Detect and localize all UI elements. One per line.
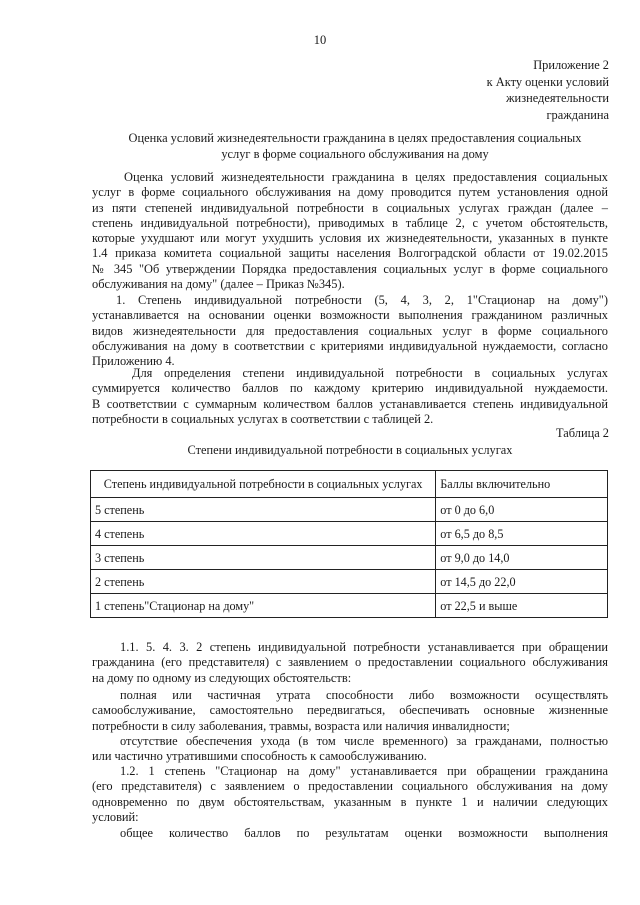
text-line: 1.2. 1 степень "Стационар на дому" устанавливается при обращении гражданина (120, 764, 608, 778)
table-row (91, 546, 608, 570)
text-line: степень индивидуальной потребности), приводимых в таблице 2, с учетом обстоятельств, (92, 215, 608, 230)
table-cell: от 22,5 и выше (436, 594, 608, 618)
table-cell: от 0 до 6,0 (436, 498, 608, 522)
text-line: из пяти степеней индивидуальной потребности в социальных услугах граждан (далее – (92, 200, 608, 215)
table-cell: от 9,0 до 14,0 (436, 546, 608, 570)
table-row (91, 522, 608, 546)
point-1-paragraph (92, 293, 608, 369)
point-1-1-paragraph (92, 640, 608, 686)
appendix-line: к Акту оценки условий (486, 74, 609, 89)
text-line: № 345 "Об утверждении Порядка предоставления социальных услуг в форме социального (92, 261, 608, 276)
text-line: или частично утратившими способность к самообслуживанию. (92, 749, 427, 764)
appendix-line: Приложение 2 (533, 58, 609, 72)
table-cell: от 6,5 до 8,5 (436, 522, 608, 546)
loss-of-ability-paragraph (92, 688, 608, 734)
appendix-line: жизнедеятельности (506, 91, 609, 105)
table-caption: Таблица 2 (556, 426, 609, 440)
table-cell: 3 степень (91, 546, 436, 570)
text-line: 1.4 приказа комитета социальной защиты населения Волгоградской области от 19.02.2015 (92, 246, 608, 261)
text-line: Приложению 4. (92, 354, 175, 369)
title-line: Оценка условий жизнедеятельности гражданина в целях предоставления социальных (128, 131, 582, 145)
text-line: В соответствии с суммарным количеством баллов устанавливается степень индивидуальной (92, 396, 608, 411)
text-line: обслуживания на дому в соответствии с критериями индивидуальной нуждаемости, согласно (92, 338, 608, 353)
text-line: гражданина (его представителя) с заявлением о предоставлении социального обслуживания (92, 655, 608, 670)
table-row (91, 498, 608, 522)
score-total-paragraph (92, 826, 608, 841)
text-line: видов жизнедеятельности для предоставления социальных услуг в форме социального (92, 323, 608, 338)
text-line: самообслуживание, самостоятельно передвигаться, обеспечивать основные жизненные (92, 703, 608, 718)
text-line: 1.1. 5. 4. 3. 2 степень индивидуальной потребности устанавливается при обращении (120, 640, 608, 654)
text-line: услуг в форме социального обслуживания на дому проводится путем установления одной (92, 185, 608, 200)
text-line: Оценка условий жизнедеятельности гражданина в целях предоставления социальных (124, 170, 608, 184)
document-title (110, 130, 600, 162)
table-cell: 2 степень (91, 570, 436, 594)
table-cell: 4 степень (91, 522, 436, 546)
text-line: на дому по одному из следующих обстоятельств: (92, 670, 352, 685)
needs-table (90, 470, 608, 618)
appendix-header (487, 57, 609, 123)
text-line: обслуживания на дому" (далее – Приказ №345). (92, 277, 345, 292)
text-line: устанавливается на основании оценки возможности выполнения гражданином различных (92, 308, 608, 323)
text-line: общее количество баллов по результатам оценки возможности выполнения (120, 826, 608, 840)
table-header-cell: Баллы включительно (436, 471, 608, 498)
text-line: суммируется количество баллов по каждому критерию индивидуальной нуждаемости. (92, 381, 608, 396)
care-absence-paragraph (92, 734, 608, 765)
text-line: полная или частичная утрата способности либо возможности осуществлять (120, 688, 608, 702)
table-cell: 5 степень (91, 498, 436, 522)
table-header-row (91, 471, 608, 498)
text-line: Для определения степени индивидуальной потребности в социальных услугах (132, 366, 608, 380)
table-row (91, 594, 608, 618)
intro-paragraph (92, 170, 608, 292)
page-number: 10 (313, 33, 327, 47)
table-title: Степени индивидуальной потребности в социальных услугах (187, 443, 513, 457)
table-cell: от 14,5 до 22,0 (436, 570, 608, 594)
text-line: которые ухудшают или могут ухудшить условия их жизнедеятельности, указанных в пункте (92, 231, 608, 246)
title-line: услуг в форме социального обслуживания на дому (221, 147, 489, 161)
text-line: отсутствие обеспечения ухода (в том числе временного) за гражданами, полностью (120, 734, 608, 748)
text-line: потребности в силу заболевания, травмы, возраста или наличия инвалидности; (92, 718, 510, 733)
point-1-2-paragraph (92, 764, 608, 825)
table-row (91, 570, 608, 594)
table-cell: 1 степень"Стационар на дому" (91, 594, 436, 618)
appendix-line: гражданина (546, 107, 609, 122)
scoring-paragraph (92, 366, 608, 427)
text-line: одновременно по двум обстоятельствам, указанным в пункте 1 и наличии следующих (92, 794, 608, 809)
text-line: (его представителя) с заявлением о предоставлении социального обслуживания на дому (92, 779, 608, 794)
text-line: условий: (92, 809, 139, 824)
text-line: потребности в социальных услугах в соответствии с таблицей 2. (92, 411, 434, 426)
table-header-cell: Степень индивидуальной потребности в социальных услугах (91, 471, 436, 498)
text-line: 1. Степень индивидуальной потребности (5, 4, 3, 2, 1"Стационар на дому") (116, 293, 608, 307)
